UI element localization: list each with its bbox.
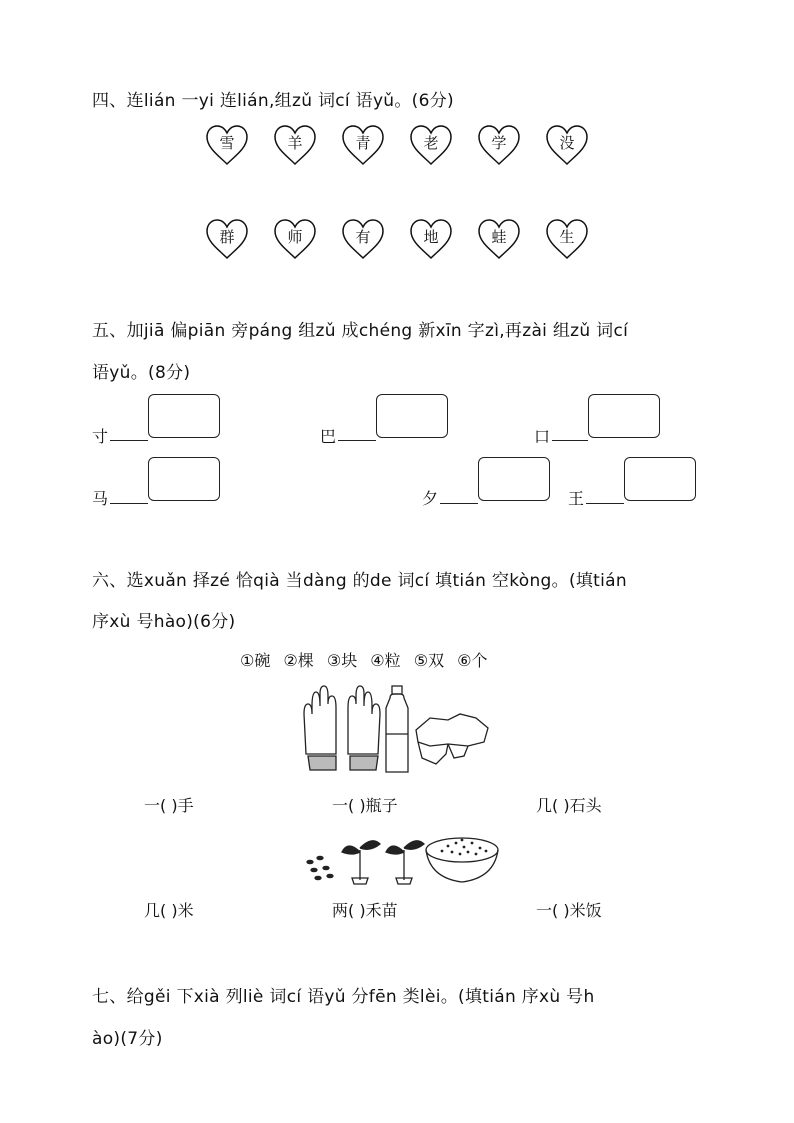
heart-char[interactable]: 有 [341,218,385,260]
radical-char: 马 [92,489,109,508]
fill-blank-rocks[interactable]: 几( )石头 [536,796,602,815]
fill-blank-bottle[interactable]: 一( )瓶子 [332,796,398,815]
radical-char: 夕 [422,489,439,508]
answer-box[interactable] [148,394,220,438]
word-options: ①碗 ②棵 ③块 ④粒 ⑤双 ⑥个 [240,651,488,670]
section5-title-line1: 五、加jiā 偏piān 旁páng 组zǔ 成chéng 新xīn 字zì,再zài 组zǔ 词cí [92,321,629,341]
heart-char[interactable]: 没 [545,124,589,166]
fill-blank-rice-bowl[interactable]: 一( )米饭 [536,901,602,920]
answer-line[interactable] [110,440,148,441]
answer-box[interactable] [376,394,448,438]
heart-char[interactable]: 青 [341,124,385,166]
radical-char: 口 [534,427,551,446]
heart-char[interactable]: 群 [205,218,249,260]
fill-blank-seedlings[interactable]: 两( )禾苗 [332,901,398,920]
answer-line[interactable] [110,503,148,504]
section7-title-line2: ào)(7分) [92,1029,163,1049]
heart-char[interactable]: 师 [273,218,317,260]
heart-char[interactable]: 老 [409,124,453,166]
answer-box[interactable] [148,457,220,501]
hands-bottle-rocks-illustration [298,684,498,780]
section4-title: 四、连lián 一yi 连lián,组zǔ 词cí 语yǔ。(6分) [92,91,454,111]
heart-char[interactable]: 羊 [273,124,317,166]
section6-title-line1: 六、选xuǎn 择zé 恰qià 当dàng 的de 词cí 填tián 空kòng。(填tián [92,571,627,591]
heart-char[interactable]: 蛙 [477,218,521,260]
answer-line[interactable] [586,503,624,504]
answer-line[interactable] [552,440,588,441]
seeds-seedlings-rice-illustration [302,830,502,886]
radical-char: 巴 [320,427,337,446]
section5-title-line2: 语yǔ。(8分) [92,363,191,383]
fill-blank-hands[interactable]: 一( )手 [144,796,194,815]
heart-char[interactable]: 地 [409,218,453,260]
radical-char: 王 [568,489,585,508]
fill-blank-rice-grains[interactable]: 几( )米 [144,901,194,920]
answer-line[interactable] [338,440,376,441]
heart-char[interactable]: 学 [477,124,521,166]
section7-title-line1: 七、给gěi 下xià 列liè 词cí 语yǔ 分fēn 类lèi。(填tián 序xù 号h [92,987,595,1007]
answer-box[interactable] [478,457,550,501]
answer-box[interactable] [588,394,660,438]
heart-char[interactable]: 雪 [205,124,249,166]
section6-title-line2: 序xù 号hào)(6分) [92,612,236,632]
radical-char: 寸 [92,427,109,446]
answer-box[interactable] [624,457,696,501]
answer-line[interactable] [440,503,478,504]
heart-char[interactable]: 生 [545,218,589,260]
